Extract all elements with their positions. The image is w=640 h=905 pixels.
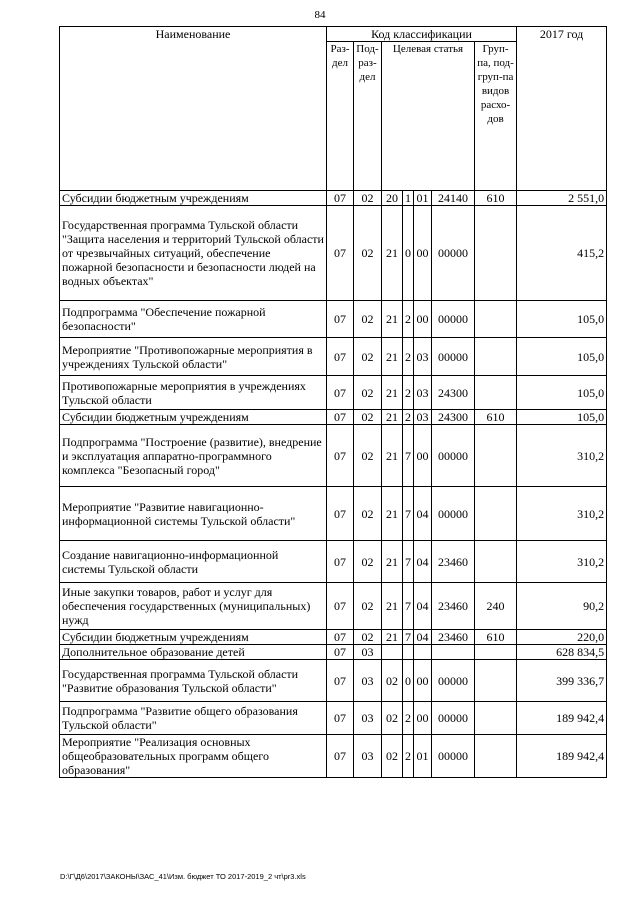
cell-cs-program bbox=[382, 645, 403, 660]
cell-vid bbox=[475, 338, 517, 376]
cell-cs-program: 21 bbox=[382, 425, 403, 487]
cell-cs-subprogram: 7 bbox=[403, 583, 414, 630]
cell-cs-direction: 00000 bbox=[432, 735, 475, 778]
cell-name: Государственная программа Тульской области "Защита населения и территорий Тульской области от чрезвычайных ситуаций, обеспечение пожарной безопасности и безопасности людей на водных объектах" bbox=[60, 206, 327, 301]
cell-cs-subprogram: 7 bbox=[403, 630, 414, 645]
cell-cs-program: 21 bbox=[382, 541, 403, 583]
cell-cs-subprogram: 2 bbox=[403, 376, 414, 410]
cell-amount: 90,2 bbox=[517, 583, 607, 630]
cell-podrazdel: 03 bbox=[354, 735, 382, 778]
cell-amount: 415,2 bbox=[517, 206, 607, 301]
cell-cs-event: 04 bbox=[414, 487, 432, 541]
cell-cs-program: 21 bbox=[382, 376, 403, 410]
cell-amount: 189 942,4 bbox=[517, 735, 607, 778]
cell-cs-direction: 00000 bbox=[432, 206, 475, 301]
cell-vid bbox=[475, 425, 517, 487]
cell-cs-event: 00 bbox=[414, 425, 432, 487]
cell-cs-program: 21 bbox=[382, 206, 403, 301]
cell-cs-direction: 24300 bbox=[432, 410, 475, 425]
cell-razdel: 07 bbox=[327, 583, 354, 630]
cell-cs-event: 00 bbox=[414, 301, 432, 338]
cell-cs-direction: 00000 bbox=[432, 702, 475, 735]
cell-podrazdel: 03 bbox=[354, 702, 382, 735]
cell-cs-subprogram bbox=[403, 645, 414, 660]
cell-cs-program: 21 bbox=[382, 410, 403, 425]
header-celevaya: Целевая статья bbox=[382, 42, 475, 191]
cell-cs-direction: 00000 bbox=[432, 487, 475, 541]
cell-podrazdel: 02 bbox=[354, 410, 382, 425]
cell-name: Подпрограмма "Обеспечение пожарной безопасности" bbox=[60, 301, 327, 338]
cell-cs-program: 21 bbox=[382, 301, 403, 338]
table-row bbox=[60, 487, 607, 541]
cell-podrazdel: 02 bbox=[354, 338, 382, 376]
cell-cs-program: 02 bbox=[382, 702, 403, 735]
cell-cs-direction: 23460 bbox=[432, 630, 475, 645]
cell-cs-subprogram: 2 bbox=[403, 735, 414, 778]
cell-name: Мероприятие "Развитие навигационно-информационной системы Тульской области" bbox=[60, 487, 327, 541]
cell-cs-direction: 00000 bbox=[432, 660, 475, 702]
cell-amount: 105,0 bbox=[517, 376, 607, 410]
cell-razdel: 07 bbox=[327, 206, 354, 301]
table-row bbox=[60, 206, 607, 301]
table-row bbox=[60, 645, 607, 660]
cell-cs-event: 04 bbox=[414, 583, 432, 630]
cell-vid bbox=[475, 206, 517, 301]
cell-cs-program: 21 bbox=[382, 583, 403, 630]
cell-podrazdel: 02 bbox=[354, 487, 382, 541]
cell-razdel: 07 bbox=[327, 541, 354, 583]
cell-vid bbox=[475, 702, 517, 735]
cell-cs-program: 21 bbox=[382, 487, 403, 541]
cell-amount: 105,0 bbox=[517, 301, 607, 338]
cell-name: Государственная программа Тульской области "Развитие образования Тульской области" bbox=[60, 660, 327, 702]
cell-vid bbox=[475, 376, 517, 410]
cell-cs-subprogram: 7 bbox=[403, 487, 414, 541]
table-row bbox=[60, 702, 607, 735]
cell-podrazdel: 02 bbox=[354, 206, 382, 301]
cell-amount: 189 942,4 bbox=[517, 702, 607, 735]
cell-name: Противопожарные мероприятия в учреждениях Тульской области bbox=[60, 376, 327, 410]
cell-podrazdel: 02 bbox=[354, 301, 382, 338]
cell-cs-direction bbox=[432, 645, 475, 660]
cell-cs-program: 21 bbox=[382, 338, 403, 376]
cell-amount: 2 551,0 bbox=[517, 191, 607, 206]
cell-cs-direction: 24140 bbox=[432, 191, 475, 206]
cell-amount: 105,0 bbox=[517, 338, 607, 376]
cell-razdel: 07 bbox=[327, 630, 354, 645]
cell-vid: 610 bbox=[475, 410, 517, 425]
cell-amount: 399 336,7 bbox=[517, 660, 607, 702]
cell-cs-subprogram: 0 bbox=[403, 206, 414, 301]
cell-podrazdel: 02 bbox=[354, 541, 382, 583]
cell-cs-subprogram: 2 bbox=[403, 301, 414, 338]
cell-cs-program: 20 bbox=[382, 191, 403, 206]
cell-razdel: 07 bbox=[327, 702, 354, 735]
cell-vid bbox=[475, 735, 517, 778]
cell-vid bbox=[475, 487, 517, 541]
cell-razdel: 07 bbox=[327, 660, 354, 702]
cell-cs-event: 03 bbox=[414, 338, 432, 376]
cell-name: Субсидии бюджетным учреждениям bbox=[60, 191, 327, 206]
cell-name: Субсидии бюджетным учреждениям bbox=[60, 410, 327, 425]
table-row bbox=[60, 338, 607, 376]
cell-razdel: 07 bbox=[327, 301, 354, 338]
cell-razdel: 07 bbox=[327, 645, 354, 660]
table-row bbox=[60, 541, 607, 583]
cell-podrazdel: 03 bbox=[354, 645, 382, 660]
cell-podrazdel: 03 bbox=[354, 660, 382, 702]
header-razdel: Раз-дел bbox=[327, 42, 354, 191]
cell-name: Мероприятие "Противопожарные мероприятия в учреждениях Тульской области" bbox=[60, 338, 327, 376]
cell-name: Иные закупки товаров, работ и услуг для обеспечения государственных (муниципальных) нужд bbox=[60, 583, 327, 630]
page-number: 84 bbox=[314, 9, 326, 21]
cell-amount: 310,2 bbox=[517, 425, 607, 487]
table-row bbox=[60, 425, 607, 487]
cell-cs-event: 00 bbox=[414, 206, 432, 301]
cell-cs-event: 03 bbox=[414, 410, 432, 425]
cell-cs-subprogram: 7 bbox=[403, 425, 414, 487]
cell-podrazdel: 02 bbox=[354, 191, 382, 206]
cell-vid: 610 bbox=[475, 630, 517, 645]
file-path-footer: D:\Г\Д6\2017\ЗАКОНЫ\ЗАС_41\Изм. бюджет ТО 2017-2019_2 чт\pr3.xls bbox=[60, 872, 306, 881]
cell-podrazdel: 02 bbox=[354, 376, 382, 410]
cell-vid bbox=[475, 301, 517, 338]
table-row bbox=[60, 630, 607, 645]
cell-cs-subprogram: 0 bbox=[403, 660, 414, 702]
cell-cs-subprogram: 2 bbox=[403, 338, 414, 376]
cell-vid bbox=[475, 660, 517, 702]
cell-cs-event: 00 bbox=[414, 660, 432, 702]
table-row bbox=[60, 660, 607, 702]
cell-cs-event: 04 bbox=[414, 630, 432, 645]
cell-cs-subprogram: 7 bbox=[403, 541, 414, 583]
cell-name: Создание навигационно-информационной системы Тульской области bbox=[60, 541, 327, 583]
cell-cs-direction: 00000 bbox=[432, 301, 475, 338]
budget-table bbox=[59, 26, 607, 778]
cell-cs-direction: 23460 bbox=[432, 541, 475, 583]
cell-cs-direction: 00000 bbox=[432, 338, 475, 376]
cell-podrazdel: 02 bbox=[354, 425, 382, 487]
table-body bbox=[60, 191, 607, 778]
cell-name: Дополнительное образование детей bbox=[60, 645, 327, 660]
cell-cs-direction: 23460 bbox=[432, 583, 475, 630]
cell-amount: 310,2 bbox=[517, 487, 607, 541]
header-year: 2017 год bbox=[517, 27, 607, 191]
cell-name: Мероприятие "Реализация основных общеобразовательных программ общего образования" bbox=[60, 735, 327, 778]
cell-razdel: 07 bbox=[327, 410, 354, 425]
cell-cs-subprogram: 2 bbox=[403, 702, 414, 735]
cell-razdel: 07 bbox=[327, 425, 354, 487]
cell-name: Подпрограмма "Развитие общего образования Тульской области" bbox=[60, 702, 327, 735]
cell-vid: 610 bbox=[475, 191, 517, 206]
cell-razdel: 07 bbox=[327, 376, 354, 410]
header-name: Наименование bbox=[60, 27, 327, 191]
cell-podrazdel: 02 bbox=[354, 583, 382, 630]
cell-razdel: 07 bbox=[327, 338, 354, 376]
cell-vid bbox=[475, 645, 517, 660]
cell-amount: 628 834,5 bbox=[517, 645, 607, 660]
header-vid: Груп-па, под-груп-па видов расхо-дов bbox=[475, 42, 517, 191]
table-row bbox=[60, 301, 607, 338]
cell-cs-program: 02 bbox=[382, 735, 403, 778]
table-row bbox=[60, 410, 607, 425]
table-row bbox=[60, 376, 607, 410]
cell-podrazdel: 02 bbox=[354, 630, 382, 645]
table-header bbox=[60, 27, 607, 191]
header-code: Код классификации bbox=[327, 27, 517, 42]
cell-vid: 240 bbox=[475, 583, 517, 630]
cell-cs-program: 02 bbox=[382, 660, 403, 702]
cell-cs-event: 01 bbox=[414, 191, 432, 206]
cell-cs-event: 04 bbox=[414, 541, 432, 583]
cell-razdel: 07 bbox=[327, 191, 354, 206]
table-row bbox=[60, 583, 607, 630]
header-podrazdel: Под-раз-дел bbox=[354, 42, 382, 191]
cell-cs-event bbox=[414, 645, 432, 660]
cell-vid bbox=[475, 541, 517, 583]
table-row bbox=[60, 191, 607, 206]
cell-cs-event: 03 bbox=[414, 376, 432, 410]
cell-cs-program: 21 bbox=[382, 630, 403, 645]
cell-cs-subprogram: 2 bbox=[403, 410, 414, 425]
cell-amount: 105,0 bbox=[517, 410, 607, 425]
cell-name: Подпрограмма "Построение (развитие), внедрение и эксплуатация аппаратно-программного комплекса "Безопасный город" bbox=[60, 425, 327, 487]
cell-cs-direction: 00000 bbox=[432, 425, 475, 487]
cell-razdel: 07 bbox=[327, 487, 354, 541]
cell-razdel: 07 bbox=[327, 735, 354, 778]
cell-amount: 220,0 bbox=[517, 630, 607, 645]
cell-name: Субсидии бюджетным учреждениям bbox=[60, 630, 327, 645]
cell-amount: 310,2 bbox=[517, 541, 607, 583]
cell-cs-subprogram: 1 bbox=[403, 191, 414, 206]
cell-cs-direction: 24300 bbox=[432, 376, 475, 410]
cell-cs-event: 00 bbox=[414, 702, 432, 735]
table-row bbox=[60, 735, 607, 778]
cell-cs-event: 01 bbox=[414, 735, 432, 778]
